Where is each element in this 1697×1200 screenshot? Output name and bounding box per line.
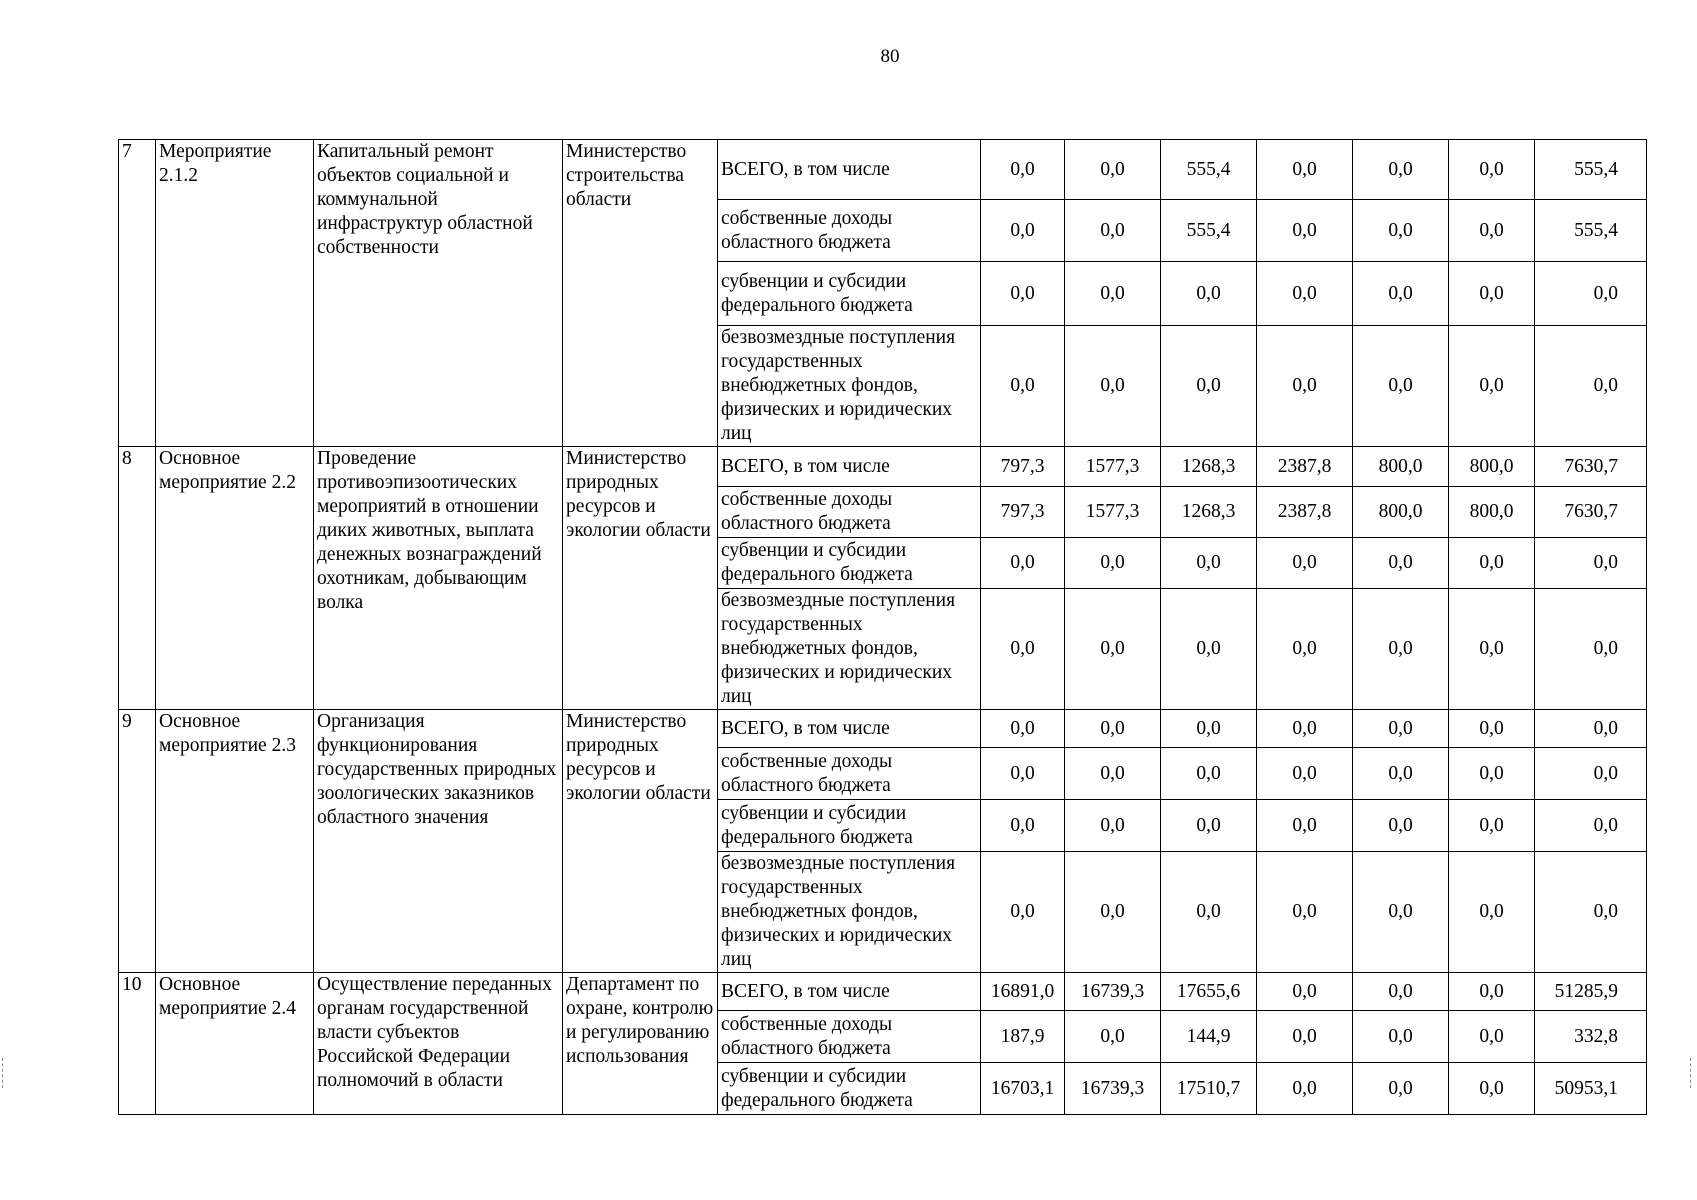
year-value: 0,0: [981, 140, 1065, 200]
scan-edge-mark-left: [2, 1058, 6, 1088]
row-index: 10: [119, 973, 156, 1115]
measure-name: Основное мероприятие 2.4: [156, 973, 314, 1115]
year-value: 797,3: [981, 487, 1065, 538]
year-value: 16739,3: [1065, 1063, 1161, 1115]
year-value: 2387,8: [1257, 487, 1353, 538]
total-value: 0,0: [1535, 538, 1647, 589]
year-value: 17655,6: [1161, 973, 1257, 1011]
page-number: 80: [880, 46, 900, 67]
year-value: 0,0: [1353, 1011, 1449, 1063]
year-value: 16891,0: [981, 973, 1065, 1011]
year-value: 0,0: [1449, 800, 1535, 852]
year-value: 0,0: [1065, 852, 1161, 973]
table-row: [119, 973, 1647, 1011]
year-value: 0,0: [1065, 800, 1161, 852]
funding-source: ВСЕГО, в том числе: [718, 710, 981, 748]
total-value: 332,8: [1535, 1011, 1647, 1063]
total-value: 50953,1: [1535, 1063, 1647, 1115]
year-value: 0,0: [981, 326, 1065, 447]
year-value: 0,0: [981, 748, 1065, 800]
year-value: 0,0: [1449, 1063, 1535, 1115]
year-value: 0,0: [1449, 589, 1535, 710]
year-value: 0,0: [981, 538, 1065, 589]
year-value: 0,0: [981, 262, 1065, 326]
year-value: 0,0: [1161, 748, 1257, 800]
year-value: 0,0: [1161, 589, 1257, 710]
table-row: [119, 447, 1647, 487]
measure-description: Осуществление переданных органам государственной власти субъектов Российской Федерации полномочий в области: [314, 973, 563, 1115]
funding-source: субвенции и субсидии федерального бюджета: [718, 800, 981, 852]
year-value: 0,0: [1065, 1011, 1161, 1063]
year-value: 2387,8: [1257, 447, 1353, 487]
year-value: 0,0: [1257, 973, 1353, 1011]
year-value: 0,0: [1449, 140, 1535, 200]
total-value: 0,0: [1535, 326, 1647, 447]
table-body: [119, 140, 1647, 1115]
responsible-body: Министерство строительства области: [563, 140, 718, 447]
year-value: 0,0: [1161, 326, 1257, 447]
responsible-body: Министерство природных ресурсов и экологии области: [563, 710, 718, 973]
year-value: 0,0: [1257, 800, 1353, 852]
year-value: 0,0: [1257, 1011, 1353, 1063]
year-value: 0,0: [1449, 538, 1535, 589]
total-value: 0,0: [1535, 748, 1647, 800]
funding-source: собственные доходы областного бюджета: [718, 487, 981, 538]
year-value: 0,0: [1353, 852, 1449, 973]
measure-description: Капитальный ремонт объектов социальной и коммунальной инфраструктур областной собственности: [314, 140, 563, 447]
year-value: 0,0: [1161, 710, 1257, 748]
measure-description: Проведение противоэпизоотических мероприятий в отношении диких животных, выплата денежных вознаграждений охотникам, добывающим волка: [314, 447, 563, 710]
year-value: 0,0: [1449, 200, 1535, 262]
year-value: 0,0: [1353, 1063, 1449, 1115]
total-value: 0,0: [1535, 262, 1647, 326]
year-value: 0,0: [1257, 710, 1353, 748]
year-value: 0,0: [1161, 852, 1257, 973]
measure-name: Основное мероприятие 2.3: [156, 710, 314, 973]
year-value: 1577,3: [1065, 447, 1161, 487]
year-value: 0,0: [1449, 973, 1535, 1011]
total-value: 0,0: [1535, 852, 1647, 973]
year-value: 0,0: [1257, 589, 1353, 710]
responsible-body: Департамент по охране, контролю и регулированию использования: [563, 973, 718, 1115]
funding-source: субвенции и субсидии федерального бюджета: [718, 1063, 981, 1115]
total-value: 7630,7: [1535, 447, 1647, 487]
row-index: 9: [119, 710, 156, 973]
measure-name: Основное мероприятие 2.2: [156, 447, 314, 710]
funding-source: субвенции и субсидии федерального бюджета: [718, 262, 981, 326]
year-value: 0,0: [1353, 973, 1449, 1011]
year-value: 797,3: [981, 447, 1065, 487]
year-value: 0,0: [981, 589, 1065, 710]
row-index: 7: [119, 140, 156, 447]
year-value: 0,0: [1353, 538, 1449, 589]
measure-name: Мероприятие 2.1.2: [156, 140, 314, 447]
year-value: 555,4: [1161, 200, 1257, 262]
funding-source: ВСЕГО, в том числе: [718, 447, 981, 487]
budget-table: [118, 139, 1647, 1115]
year-value: 0,0: [1257, 1063, 1353, 1115]
year-value: 1577,3: [1065, 487, 1161, 538]
year-value: 0,0: [1161, 800, 1257, 852]
total-value: 0,0: [1535, 589, 1647, 710]
table-row: [119, 710, 1647, 748]
year-value: 0,0: [981, 200, 1065, 262]
year-value: 0,0: [1449, 262, 1535, 326]
measure-description: Организация функционирования государственных природных зоологических заказников областного значения: [314, 710, 563, 973]
year-value: 0,0: [1065, 262, 1161, 326]
year-value: 16739,3: [1065, 973, 1161, 1011]
funding-source: собственные доходы областного бюджета: [718, 1011, 981, 1063]
year-value: 0,0: [1257, 326, 1353, 447]
table-row: [119, 140, 1647, 200]
year-value: 0,0: [1449, 852, 1535, 973]
year-value: 0,0: [1353, 589, 1449, 710]
year-value: 800,0: [1353, 447, 1449, 487]
year-value: 0,0: [1257, 748, 1353, 800]
year-value: 0,0: [1065, 200, 1161, 262]
year-value: 0,0: [1257, 200, 1353, 262]
funding-source: ВСЕГО, в том числе: [718, 140, 981, 200]
year-value: 0,0: [1065, 748, 1161, 800]
year-value: 0,0: [1065, 326, 1161, 447]
year-value: 1268,3: [1161, 487, 1257, 538]
scan-edge-mark-right: [1690, 1058, 1694, 1088]
year-value: 0,0: [1353, 140, 1449, 200]
funding-source: субвенции и субсидии федерального бюджета: [718, 538, 981, 589]
funding-source: собственные доходы областного бюджета: [718, 748, 981, 800]
year-value: 0,0: [981, 710, 1065, 748]
total-value: 0,0: [1535, 800, 1647, 852]
year-value: 0,0: [1353, 200, 1449, 262]
year-value: 17510,7: [1161, 1063, 1257, 1115]
year-value: 0,0: [1353, 262, 1449, 326]
year-value: 16703,1: [981, 1063, 1065, 1115]
year-value: 0,0: [1257, 140, 1353, 200]
total-value: 555,4: [1535, 200, 1647, 262]
year-value: 0,0: [1065, 710, 1161, 748]
year-value: 0,0: [1257, 262, 1353, 326]
year-value: 0,0: [1449, 748, 1535, 800]
year-value: 800,0: [1449, 487, 1535, 538]
year-value: 187,9: [981, 1011, 1065, 1063]
funding-source: собственные доходы областного бюджета: [718, 200, 981, 262]
funding-source: безвозмездные поступления государственных внебюджетных фондов, физических и юридических лиц: [718, 852, 981, 973]
year-value: 0,0: [1353, 748, 1449, 800]
total-value: 555,4: [1535, 140, 1647, 200]
year-value: 0,0: [1449, 710, 1535, 748]
year-value: 0,0: [1353, 800, 1449, 852]
total-value: 0,0: [1535, 710, 1647, 748]
year-value: 800,0: [1449, 447, 1535, 487]
funding-source: безвозмездные поступления государственных внебюджетных фондов, физических и юридических лиц: [718, 589, 981, 710]
year-value: 0,0: [1449, 1011, 1535, 1063]
year-value: 0,0: [1161, 262, 1257, 326]
year-value: 0,0: [1449, 326, 1535, 447]
year-value: 0,0: [981, 800, 1065, 852]
funding-source: ВСЕГО, в том числе: [718, 973, 981, 1011]
year-value: 0,0: [1353, 710, 1449, 748]
total-value: 7630,7: [1535, 487, 1647, 538]
year-value: 0,0: [1065, 589, 1161, 710]
responsible-body: Министерство природных ресурсов и экологии области: [563, 447, 718, 710]
year-value: 800,0: [1353, 487, 1449, 538]
year-value: 555,4: [1161, 140, 1257, 200]
year-value: 144,9: [1161, 1011, 1257, 1063]
year-value: 0,0: [1257, 538, 1353, 589]
year-value: 0,0: [1257, 852, 1353, 973]
year-value: 0,0: [1161, 538, 1257, 589]
year-value: 0,0: [1353, 326, 1449, 447]
year-value: 1268,3: [1161, 447, 1257, 487]
year-value: 0,0: [981, 852, 1065, 973]
funding-source: безвозмездные поступления государственных внебюджетных фондов, физических и юридических лиц: [718, 326, 981, 447]
year-value: 0,0: [1065, 538, 1161, 589]
row-index: 8: [119, 447, 156, 710]
total-value: 51285,9: [1535, 973, 1647, 1011]
year-value: 0,0: [1065, 140, 1161, 200]
